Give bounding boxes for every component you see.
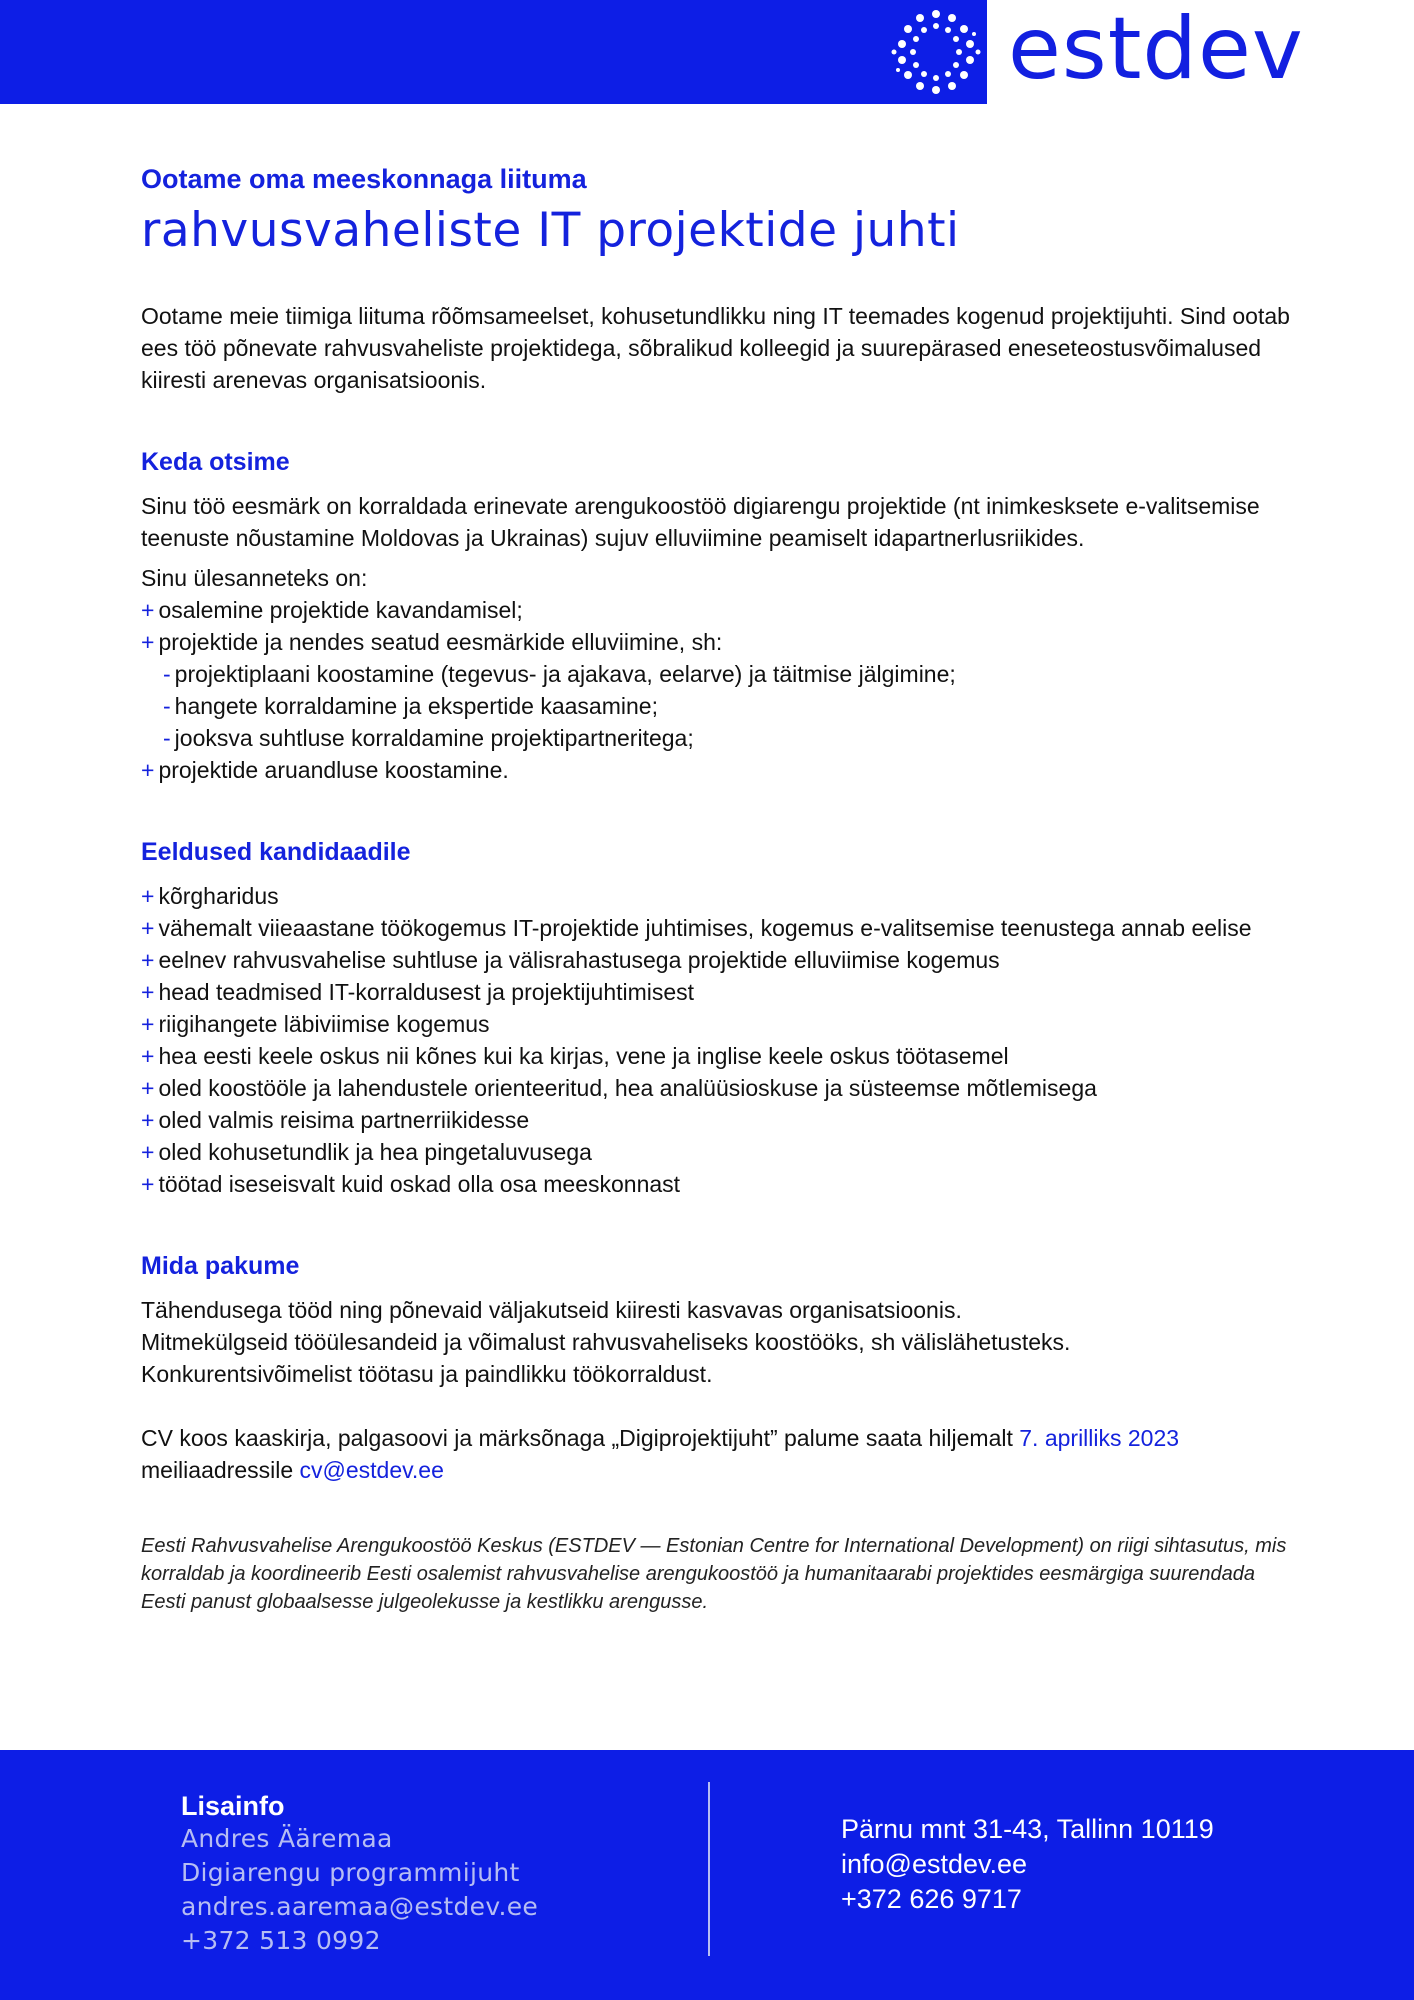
plus-icon: + <box>141 1075 155 1101</box>
tasks-list <box>141 594 1291 786</box>
contact-role: Digiarengu programmijuht <box>181 1858 520 1887</box>
list-item: + hea eesti keele oskus nii kõnes kui ka kirjas, vene ja inglise keele oskus töötasemel <box>141 1043 1009 1069</box>
offer-line: Konkurentsivõimelist töötasu ja paindlikku töökorraldust. <box>141 1361 713 1387</box>
dash-icon: - <box>163 725 171 751</box>
list-item: + projektide aruandluse koostamine. <box>141 757 509 783</box>
plus-icon: + <box>141 947 155 973</box>
main-content <box>141 150 1291 1616</box>
logo-icon <box>886 6 986 98</box>
org-address: Pärnu mnt 31-43, Tallinn 10119 <box>841 1814 1214 1844</box>
contact-block <box>181 1790 538 1958</box>
deadline-text: 7. aprilliks 2023 <box>1019 1425 1180 1451</box>
list-item: + vähemalt viieaastane töökogemus IT-projektide juhtimises, kogemus e-valitsemise teenustega annab eelise <box>141 915 1252 941</box>
list-item: + riigihangete läbiviimise kogemus <box>141 1011 490 1037</box>
org-contact-block <box>841 1812 1214 1917</box>
section-title-offer: Mida pakume <box>141 1252 300 1280</box>
footer-divider <box>708 1782 710 1956</box>
plus-icon: + <box>141 979 155 1005</box>
list-item: + head teadmised IT-korraldusest ja projektijuhtimisest <box>141 979 695 1005</box>
list-item: - projektiplaani koostamine (tegevus- ja ajakava, eelarve) ja täitmise jälgimine; <box>163 661 956 687</box>
plus-icon: + <box>141 1043 155 1069</box>
list-item: + oled koostööle ja lahendustele orienteeritud, hea analüüsioskuse ja süsteemse mõtlemisega <box>141 1075 1097 1101</box>
plus-icon: + <box>141 883 155 909</box>
plus-icon: + <box>141 1171 155 1197</box>
section-title-requirements: Eeldused kandidaadile <box>141 838 411 866</box>
list-item: - jooksva suhtluse korraldamine projektipartneritega; <box>163 725 694 751</box>
list-item: + oled valmis reisima partnerriikidesse <box>141 1107 530 1133</box>
page-title: rahvusvaheliste IT projektide juhti <box>141 203 960 258</box>
plus-icon: + <box>141 757 155 783</box>
list-item: - hangete korraldamine ja ekspertide kaasamine; <box>163 693 658 719</box>
contact-email-link[interactable]: andres.aaremaa@estdev.ee <box>181 1892 539 1921</box>
intro-paragraph: Ootame meie tiimiga liituma rõõmsameelset, kohusetundlikku ning IT teemades kogenud projektijuhti. Sind ootab ees töö põnevate rahvusvaheliste projektidega, sõbralikud kolleegid ja suurepärased eneseteostusvõimalused kiiresti arenevas organisatsioonis. <box>141 303 1290 393</box>
list-item: + töötad iseseisvalt kuid oskad olla osa meeskonnast <box>141 1171 681 1197</box>
subtasks-list <box>141 658 1291 754</box>
page-kicker: Ootame oma meeskonnaga liituma <box>141 164 587 194</box>
plus-icon: + <box>141 597 155 623</box>
offer-line: Mitmekülgseid tööülesandeid ja võimalust rahvusvaheliseks koostööks, sh välislähetusteks. <box>141 1329 1071 1355</box>
list-item: + projektide ja nendes seatud eesmärkide elluviimine, sh: - projektiplaani koostamine (tegevus- ja ajakava, eelarve) ja täitmise jälgimine; - hangete korraldamine ja ekspertide kaasamine; - jooksva suhtluse korraldamine projektipartneritega; <box>141 626 1291 754</box>
plus-icon: + <box>141 1107 155 1133</box>
footer-title: Lisainfo <box>181 1791 285 1821</box>
list-item: + oled kohusetundlik ja hea pingetaluvusega <box>141 1139 592 1165</box>
contact-phone[interactable]: +372 513 0992 <box>181 1926 381 1955</box>
dash-icon: - <box>163 661 171 687</box>
requirements-list <box>141 880 1291 1200</box>
dash-icon: - <box>163 693 171 719</box>
list-item: + osalemine projektide kavandamisel; <box>141 597 523 623</box>
org-phone[interactable]: +372 626 9717 <box>841 1884 1022 1914</box>
plus-icon: + <box>141 1139 155 1165</box>
footer <box>0 1750 1414 2000</box>
plus-icon: + <box>141 1011 155 1037</box>
org-email-link[interactable]: info@estdev.ee <box>841 1849 1028 1879</box>
header-bar <box>0 0 987 104</box>
section-title-seek: Keda otsime <box>141 448 290 476</box>
seek-paragraph: Sinu töö eesmärk on korraldada erinevate arengukoostöö digiarengu projektide (nt inimkesksete e-valitsemise teenuste nõustamine Moldovas ja Ukrainas) sujuv elluviimine peamiselt idapartnerlusriikides. <box>141 493 1260 551</box>
list-item: + kõrgharidus <box>141 883 279 909</box>
plus-icon: + <box>141 629 155 655</box>
tasks-intro: Sinu ülesanneteks on: <box>141 565 368 591</box>
apply-email-link[interactable]: cv@estdev.ee <box>299 1457 444 1483</box>
plus-icon: + <box>141 915 155 941</box>
list-item: + eelnev rahvusvahelise suhtluse ja välisrahastusega projektide elluviimise kogemus <box>141 947 1000 973</box>
disclaimer-text: Eesti Rahvusvahelise Arengukoostöö Keskus (ESTDEV — Estonian Centre for International Development) on riigi sihtasutus, mis korraldab ja koordineerib Eesti osalemist rahvusvahelise arengukoostöö ja humanitaarabi projektides eesmärgiga suurendada Eesti panust globaalsesse julgeolekusse ja kestlikku arengusse. <box>141 1535 1287 1613</box>
apply-paragraph: CV koos kaaskirja, palgasoovi ja märksõnaga „Digiprojektijuht” palume saata hiljemalt 7. aprilliks 2023 meiliaadressile cv@estdev.ee <box>141 1425 1180 1483</box>
contact-name: Andres Ääremaa <box>181 1824 393 1853</box>
offer-line: Tähendusega tööd ning põnevaid väljakutseid kiiresti kasvavas organisatsioonis. <box>141 1297 962 1323</box>
logo-wordmark: estdev <box>1008 0 1304 99</box>
